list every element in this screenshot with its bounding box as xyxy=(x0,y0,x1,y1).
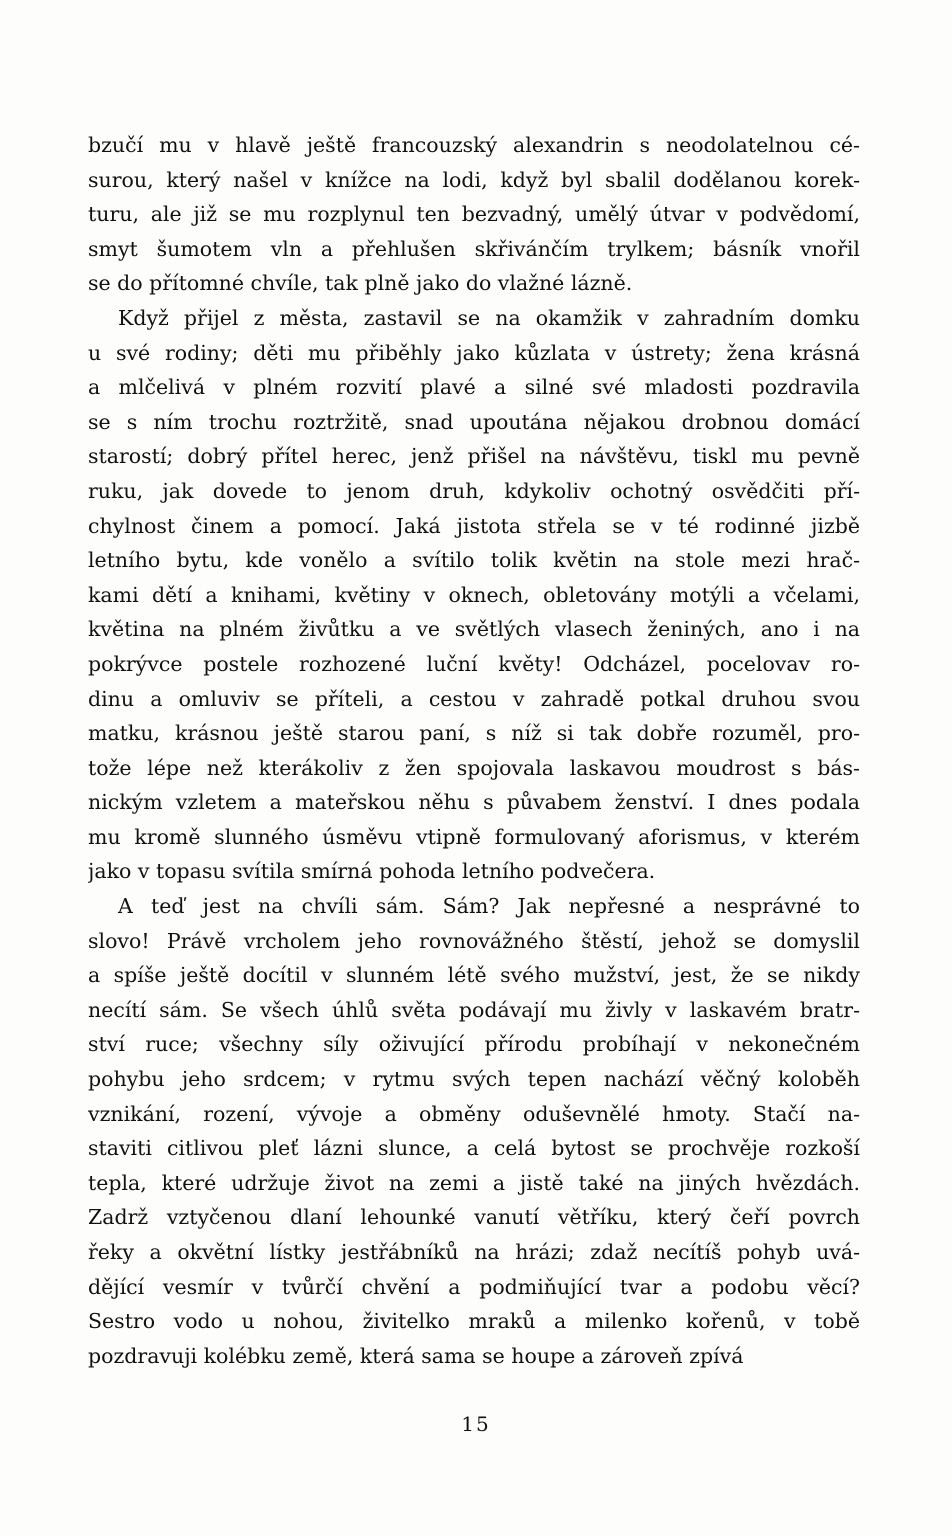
text-line: slovo! Právě vrcholem jeho rovnovážného štěstí, jehož se domyslil xyxy=(88,928,860,953)
text-line: pokrývce postele rozhozené luční květy! Odcházel, pocelovav ro- xyxy=(88,651,860,676)
text-line: a spíše ještě docítil v slunném létě svého mužství, jest, že se nikdy xyxy=(88,963,860,988)
text-line: ruku, jak dovede to jenom druh, kdykoliv ochotný osvědčiti pří- xyxy=(88,478,860,503)
text-line: A teď jest na chvíli sám. Sám? Jak nepřesné a nesprávné to xyxy=(118,894,860,919)
text-line: matku, krásnou ještě starou paní, s níž si tak dobře rozuměl, pro- xyxy=(88,721,860,746)
text-line: vznikání, rození, vývoje a obměny oduševnělé hmoty. Stačí na- xyxy=(88,1101,860,1126)
text-line: u své rodiny; děti mu přiběhly jako kůzlata v ústrety; žena krásná xyxy=(88,340,860,365)
text-line: jako v topasu svítila smírná pohoda letního podvečera. xyxy=(88,859,656,884)
text-line: necítí sám. Se všech úhlů světa podávají mu živly v laskavém bratr- xyxy=(88,997,860,1022)
text-line: tože lépe než kterákoliv z žen spojovala laskavou moudrost s bás- xyxy=(88,755,860,780)
text-line: Zadrž vztyčenou dlaní lehounké vanutí větříku, který čeří povrch xyxy=(88,1205,860,1230)
text-line: pozdravuji kolébku země, která sama se houpe a zároveň zpívá xyxy=(88,1343,744,1368)
paragraph xyxy=(88,301,860,889)
text-line: se s ním trochu roztržitě, snad upoutána nějakou drobnou domácí xyxy=(88,409,860,434)
page-number: 15 xyxy=(461,1412,491,1436)
text-line: dinu a omluviv se příteli, a cestou v zahradě potkal druhou svou xyxy=(88,686,860,711)
text-line: Když přijel z města, zastavil se na okamžik v zahradním domku xyxy=(118,305,860,330)
text-line: smyt šumotem vln a přehlušen skřivánčím trylkem; básník vnořil xyxy=(88,236,860,261)
paragraph xyxy=(88,128,860,301)
text-line: letního bytu, kde vonělo a svítilo tolik květin na stole mezi hrač- xyxy=(88,548,860,573)
text-line: chylnost činem a pomocí. Jaká jistota střela se v té rodinné jizbě xyxy=(88,513,860,538)
text-line: turu, ale již se mu rozplynul ten bezvadný, umělý útvar v podvědomí, xyxy=(88,202,860,227)
body-text xyxy=(88,128,860,1373)
text-line: kami dětí a knihami, květiny v oknech, obletovány motýli a včelami, xyxy=(88,582,860,607)
text-line: Sestro vodo u nohou, živitelko mraků a milenko kořenů, v tobě xyxy=(88,1309,860,1334)
text-line: staviti citlivou pleť lázni slunce, a celá bytost se prochvěje rozkoší xyxy=(88,1136,860,1161)
text-line: ství ruce; všechny síly oživující přírodu probíhají v nekonečném xyxy=(88,1032,860,1057)
text-line: dějící vesmír v tvůrčí chvění a podmiňující tvar a podobu věcí? xyxy=(88,1274,860,1299)
paragraph xyxy=(88,889,860,1373)
text-line: bzučí mu v hlavě ještě francouzský alexandrin s neodolatelnou cé- xyxy=(88,133,860,157)
text-line: se do přítomné chvíle, tak plně jako do vlažné lázně. xyxy=(88,271,633,296)
text-line: mu kromě slunného úsměvu vtipně formulovaný aforismus, v kterém xyxy=(88,824,860,849)
text-line: starostí; dobrý přítel herec, jenž přišel na návštěvu, tiskl mu pevně xyxy=(88,444,860,469)
text-line: tepla, které udržuje život na zemi a jistě také na jiných hvězdách. xyxy=(88,1170,860,1195)
text-line: pohybu jeho srdcem; v rytmu svých tepen nachází věčný koloběh xyxy=(88,1067,860,1092)
text-line: nickým vzletem a mateřskou něhu s půvabem ženství. I dnes podala xyxy=(88,790,860,815)
text-line: řeky a okvětní lístky jestřábníků na hrázi; zdaž necítíš pohyb uvá- xyxy=(88,1240,860,1264)
text-line: a mlčelivá v plném rozvití plavé a silné své mladosti pozdravila xyxy=(88,375,860,400)
text-line: květina na plném živůtku a ve světlých vlasech ženiných, ano i na xyxy=(88,617,860,642)
text-line: surou, který našel v knížce na lodi, když byl sbalil dodělanou korek- xyxy=(88,167,860,192)
